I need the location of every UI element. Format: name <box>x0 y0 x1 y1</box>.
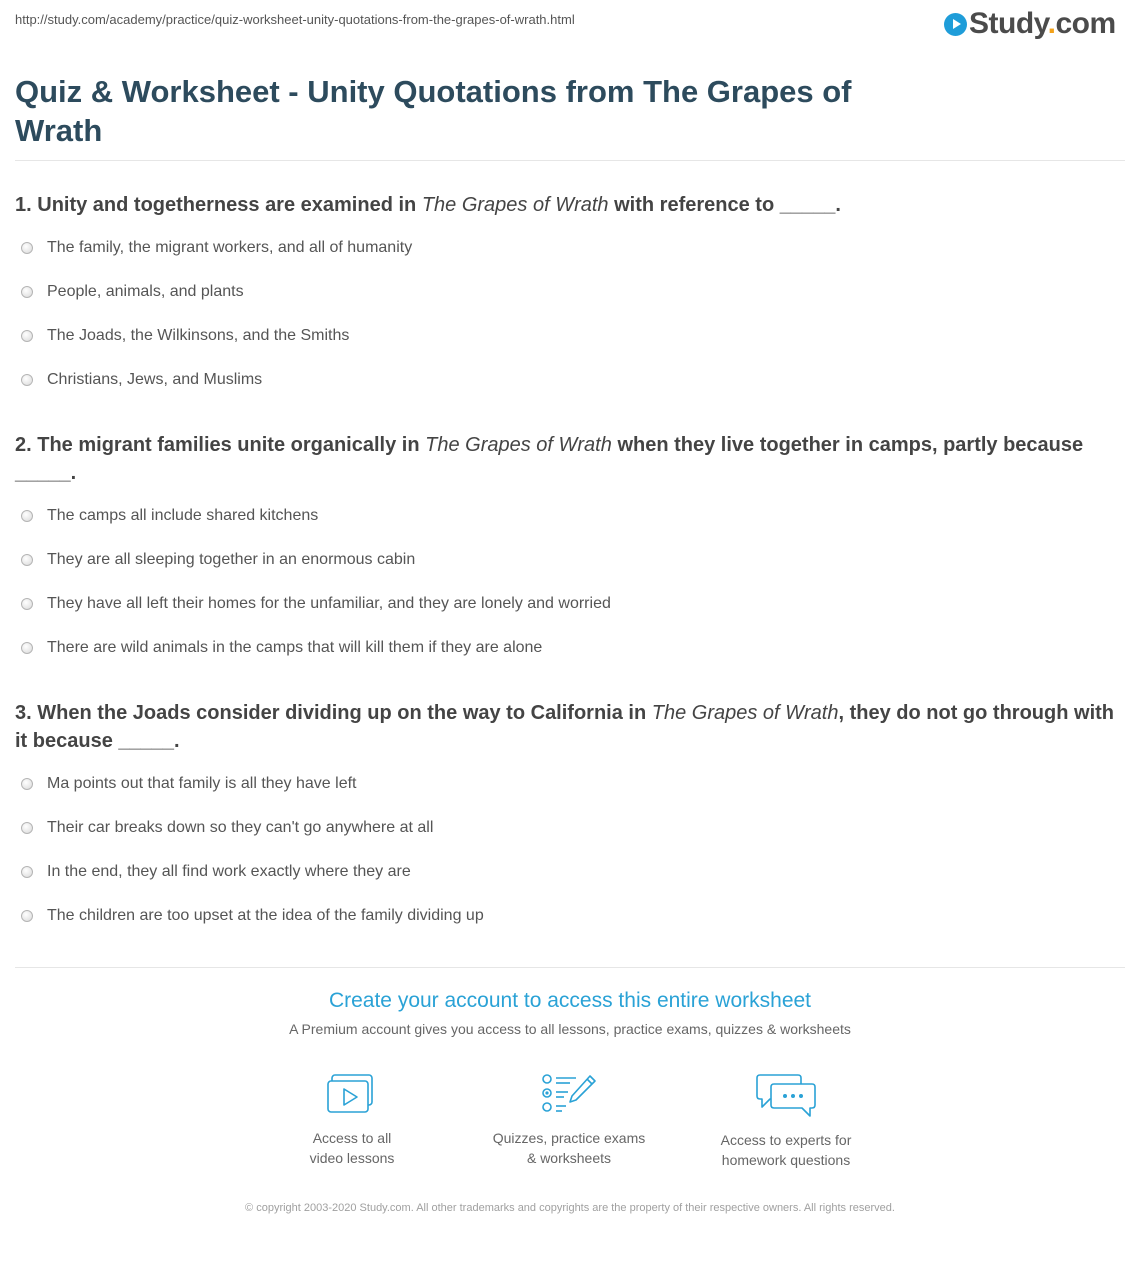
feature-quizzes <box>469 1072 669 1168</box>
feature-label-line: Quizzes, practice exams <box>492 1130 646 1146</box>
radio-button[interactable] <box>21 242 33 254</box>
premium-description: A Premium account gives you access to all lessons, practice exams, quizzes & worksheets <box>289 1021 851 1037</box>
answer-option[interactable]: There are wild animals in the camps that will kill them if they are alone <box>21 639 542 657</box>
page-title: Quiz & Worksheet - Unity Quotations from The Grapes of Wrath <box>15 74 852 148</box>
radio-button[interactable] <box>21 778 33 790</box>
chat-bubbles-icon <box>754 1072 818 1118</box>
answer-option[interactable]: Christians, Jews, and Muslims <box>21 371 262 389</box>
feature-experts <box>686 1072 886 1170</box>
radio-button[interactable] <box>21 642 33 654</box>
answer-option[interactable]: They have all left their homes for the unfamiliar, and they are lonely and worried <box>21 595 611 613</box>
section-divider <box>15 967 1125 968</box>
feature-label-line: video lessons <box>309 1150 395 1166</box>
radio-button[interactable] <box>21 554 33 566</box>
feature-label-line: & worksheets <box>526 1150 612 1166</box>
question-1: 1. Unity and togetherness are examined in The Grapes of Wrath with reference to _____. <box>15 194 841 216</box>
radio-button[interactable] <box>21 374 33 386</box>
radio-button[interactable] <box>21 866 33 878</box>
quiz-checklist-icon <box>540 1072 598 1116</box>
answer-option[interactable]: The children are too upset at the idea of the family dividing up <box>21 907 484 925</box>
answer-option[interactable]: They are all sleeping together in an enormous cabin <box>21 551 415 569</box>
title-divider <box>15 160 1125 161</box>
answer-option[interactable]: People, animals, and plants <box>21 283 244 301</box>
answer-option[interactable]: The family, the migrant workers, and all of humanity <box>21 239 412 257</box>
radio-button[interactable] <box>21 330 33 342</box>
page-url: http://study.com/academy/practice/quiz-worksheet-unity-quotations-from-the-grapes-of-wrath.html <box>15 12 575 27</box>
answer-option[interactable]: The Joads, the Wilkinsons, and the Smiths <box>21 327 349 345</box>
copyright-notice: © copyright 2003-2020 Study.com. All other trademarks and copyrights are the property of their respective owners. All rights reserved. <box>245 1202 895 1214</box>
logo-wordmark: Study.com <box>969 7 1116 40</box>
feature-label-line: homework questions <box>721 1152 851 1168</box>
feature-label-line: Access to experts for <box>720 1132 852 1148</box>
create-account-link[interactable]: Create your account to access this entire worksheet <box>328 989 812 1012</box>
radio-button[interactable] <box>21 822 33 834</box>
play-logo-icon <box>944 13 967 36</box>
feature-video-lessons <box>252 1072 452 1168</box>
question-3: 3. When the Joads consider dividing up on the way to California in The Grapes of Wrath, they do not go through with it because _____. <box>15 702 1114 752</box>
radio-button[interactable] <box>21 598 33 610</box>
answer-option[interactable]: Their car breaks down so they can't go anywhere at all <box>21 819 433 837</box>
answer-option[interactable]: The camps all include shared kitchens <box>21 507 318 525</box>
radio-button[interactable] <box>21 510 33 522</box>
feature-label-line: Access to all <box>312 1130 392 1146</box>
answer-option[interactable]: In the end, they all find work exactly where they are <box>21 863 411 881</box>
study-logo[interactable] <box>944 6 1116 42</box>
radio-button[interactable] <box>21 286 33 298</box>
answer-option[interactable]: Ma points out that family is all they have left <box>21 775 356 793</box>
video-lessons-icon <box>326 1072 378 1116</box>
question-2: 2. The migrant families unite organically in The Grapes of Wrath when they live together in camps, partly because _____. <box>15 434 1084 484</box>
radio-button[interactable] <box>21 910 33 922</box>
